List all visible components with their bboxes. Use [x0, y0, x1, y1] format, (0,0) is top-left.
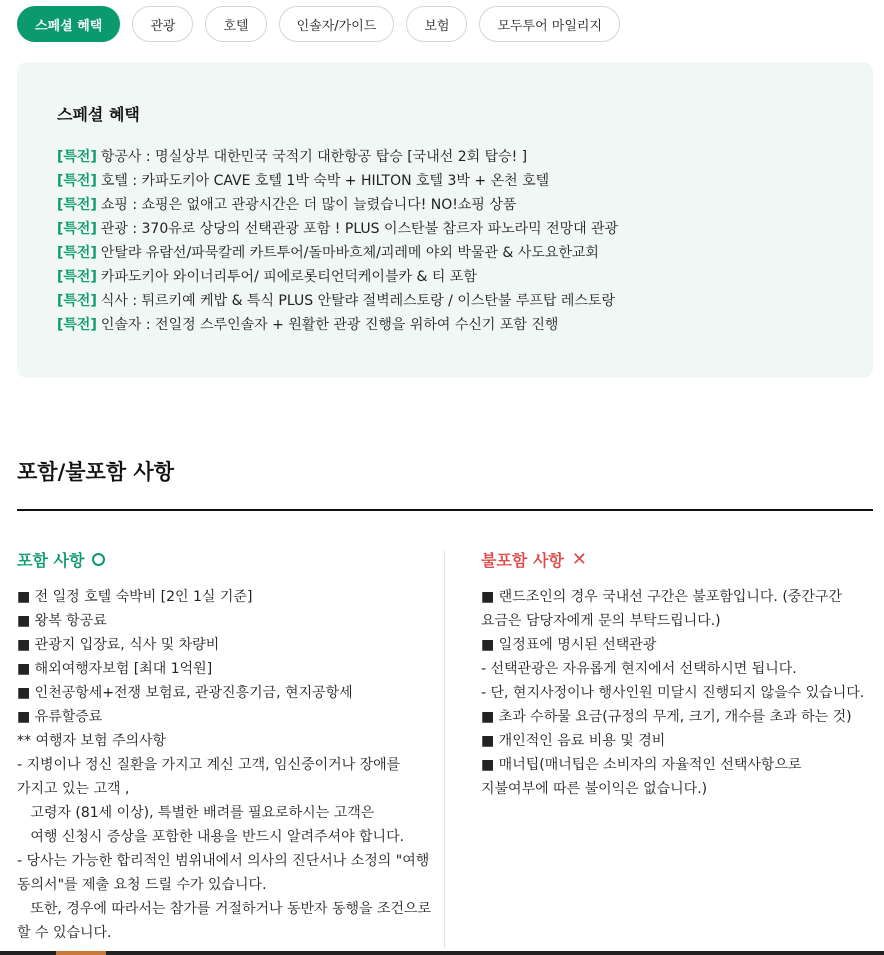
list-item [57, 265, 833, 289]
included-line: 고령자 (81세 이상), 특별한 배려를 필요로하시는 고객은 [17, 805, 375, 821]
benefit-text: 식사 : 튀르키예 케밥 & 특식 PLUS 안탈랴 절벽레스토랑 / 이스탄불 루프탑 레스토랑 [100, 293, 616, 309]
included-lines [17, 585, 437, 945]
circle-icon [92, 553, 105, 566]
excluded-line: ■ 일정표에 명시된 선택관광 [481, 637, 657, 653]
special-benefits-list [57, 145, 833, 337]
column-divider [444, 550, 445, 948]
included-line: 할 수 있습니다. [17, 925, 112, 941]
benefit-tag: [특전] [57, 317, 97, 333]
included-heading [17, 548, 437, 571]
benefit-text: 인솔자 : 전일정 스루인솔자 + 원활한 관광 진행을 위하여 수신기 포함 진행 [100, 317, 559, 333]
benefit-tag: [특전] [57, 173, 97, 189]
excluded-line: ■ 매너팁(매너팁은 소비자의 자율적인 선택사항으로 [481, 757, 802, 773]
benefit-text: 쇼핑 : 쇼핑은 없애고 관광시간은 더 많이 늘렸습니다! NO!쇼핑 상품 [100, 197, 517, 213]
benefit-tag: [특전] [57, 293, 97, 309]
excluded-lines [481, 585, 881, 801]
list-item [57, 241, 833, 265]
benefit-tag: [특전] [57, 149, 97, 165]
included-line: 여행 신청시 증상을 포함한 내용을 반드시 알려주셔야 합니다. [17, 829, 405, 845]
included-line: 또한, 경우에 따라서는 참가를 거절하거나 동반자 동행을 조건으로 [17, 901, 432, 917]
list-item [57, 169, 833, 193]
benefit-tag: [특전] [57, 269, 97, 285]
included-heading-label: 포함 사항 [17, 551, 85, 570]
list-item [57, 313, 833, 337]
excluded-line: - 선택관광은 자유롭게 현지에서 선택하시면 됩니다. [481, 661, 797, 677]
excluded-line: - 단, 현지사정이나 행사인원 미달시 진행되지 않을수 있습니다. [481, 685, 865, 701]
included-line: ■ 유류할증료 [17, 709, 103, 725]
excluded-line: ■ 초과 수하물 요금(규정의 무게, 크기, 개수를 초과 하는 것) [481, 709, 852, 725]
excluded-heading-label: 불포함 사항 [481, 551, 564, 570]
included-line: ■ 관광지 입장료, 식사 및 차량비 [17, 637, 220, 653]
included-line: - 지병이나 정신 질환을 가지고 계신 고객, 임신중이거나 장애를 [17, 757, 401, 773]
included-line: ** 여행자 보험 주의사항 [17, 733, 167, 749]
benefit-text: 카파도키아 와이너리투어/ 피에로롯티언덕케이블카 & 티 포함 [100, 269, 477, 285]
excluded-heading [481, 548, 881, 571]
section-divider [17, 509, 873, 511]
benefit-tag: [특전] [57, 197, 97, 213]
bottom-accent [56, 951, 106, 955]
benefit-text: 호텔 : 카파도키아 CAVE 호텔 1박 숙박 + HILTON 호텔 3박 + 온천 호텔 [100, 173, 550, 189]
excluded-line: 지불여부에 따른 불이익은 없습니다.) [481, 781, 708, 797]
list-item [57, 217, 833, 241]
tab-tour-guide[interactable]: 인솔자/가이드 [279, 6, 395, 42]
excluded-line: ■ 개인적인 음료 비용 및 경비 [481, 733, 666, 749]
included-line: ■ 해외여행자보험 [최대 1억원] [17, 661, 213, 677]
tab-sightseeing[interactable]: 관광 [132, 6, 193, 42]
excluded-line: 요금은 담당자에게 문의 부탁드립니다.) [481, 613, 721, 629]
section-title: 포함/불포함 사항 [17, 460, 174, 484]
x-icon: ✕ [571, 548, 587, 570]
tab-bar [17, 6, 620, 42]
benefit-text: 안탈랴 유람선/파묵칼레 카트투어/돌마바흐체/괴레메 야외 박물관 & 사도요한교회 [100, 245, 599, 261]
included-line: - 당사는 가능한 합리적인 범위내에서 의사의 진단서나 소정의 "여행 [17, 853, 430, 869]
excluded-column [481, 548, 881, 801]
special-benefits-panel [17, 62, 873, 378]
included-column [17, 548, 437, 945]
list-item [57, 289, 833, 313]
included-line: ■ 왕복 항공료 [17, 613, 107, 629]
benefit-text: 항공사 : 명실상부 대한민국 국적기 대한항공 탑승 [국내선 2회 탑승! ] [100, 149, 528, 165]
special-benefits-title: 스페셜 혜택 [57, 105, 140, 124]
list-item [57, 145, 833, 169]
included-line: ■ 인천공항세+전쟁 보험료, 관광진흥기금, 현지공항세 [17, 685, 353, 701]
included-line: ■ 전 일정 호텔 숙박비 [2인 1실 기준] [17, 589, 253, 605]
bottom-edge-bar [0, 951, 884, 955]
included-line: 가지고 있는 고객 , [17, 781, 130, 797]
excluded-line: ■ 랜드조인의 경우 국내선 구간은 불포함입니다. (중간구간 [481, 589, 842, 605]
benefit-text: 관광 : 370유로 상당의 선택관광 포함 ! PLUS 이스탄불 참르자 파노라믹 전망대 관광 [100, 221, 619, 237]
benefit-tag: [특전] [57, 221, 97, 237]
tab-mileage[interactable]: 모두투어 마일리지 [479, 6, 620, 42]
included-line: 동의서"를 제출 요청 드릴 수가 있습니다. [17, 877, 267, 893]
tab-hotel[interactable]: 호텔 [205, 6, 266, 42]
list-item [57, 193, 833, 217]
tab-insurance[interactable]: 보험 [406, 6, 467, 42]
tab-special-benefits[interactable]: 스페셜 혜택 [17, 6, 120, 42]
benefit-tag: [특전] [57, 245, 97, 261]
